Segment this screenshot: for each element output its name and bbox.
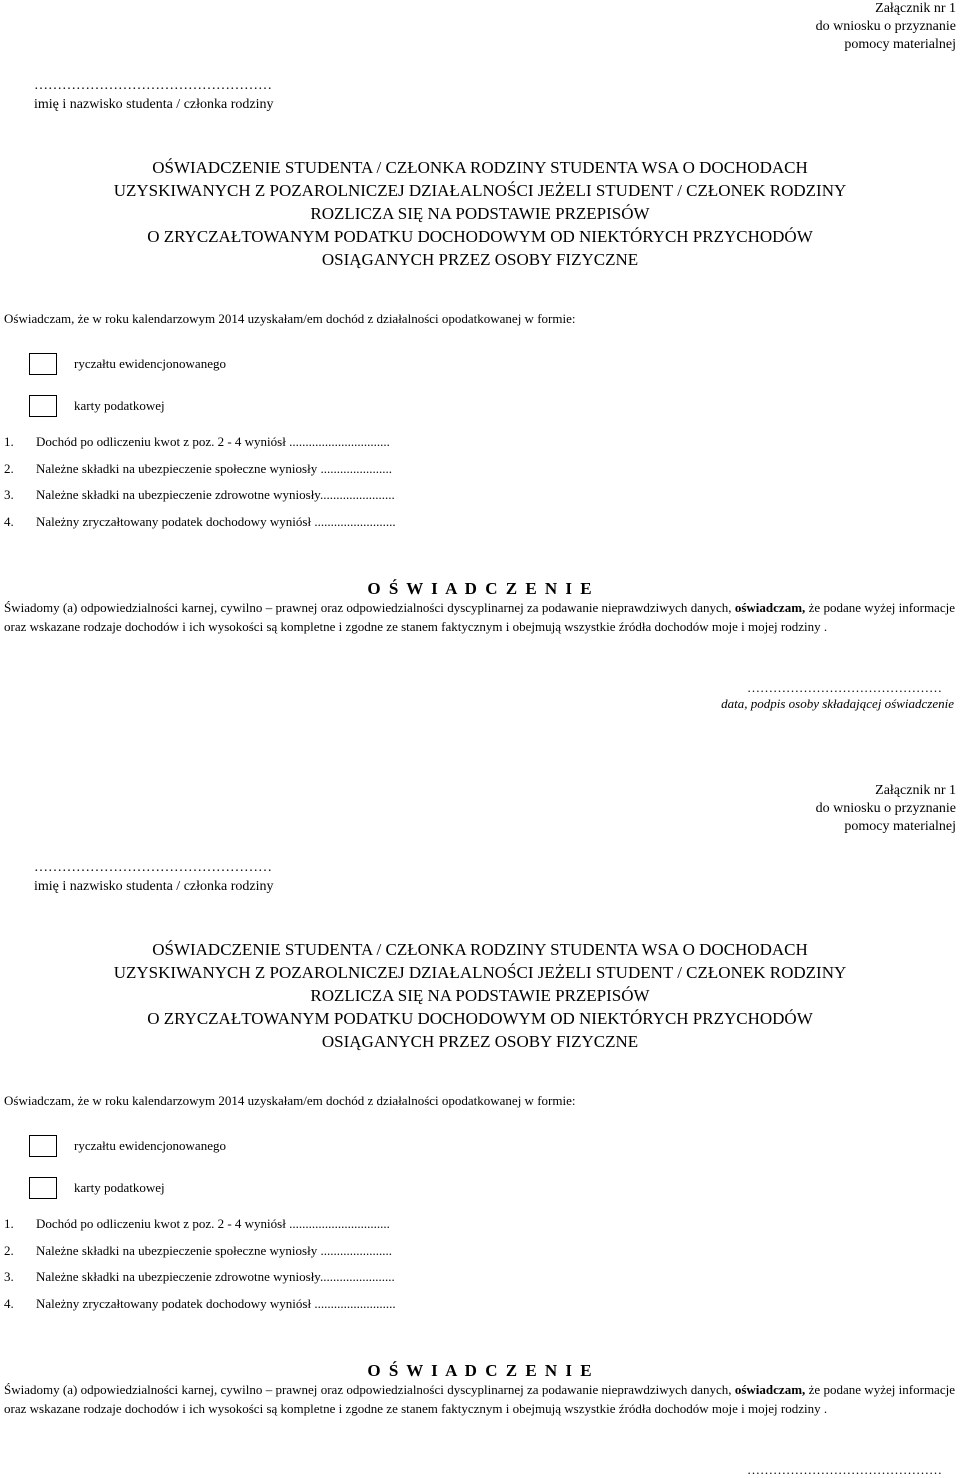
declaration-heading: O Ś W I A D C Z E N I E (367, 579, 593, 598)
item-text: Należny zryczałtowany podatek dochodowy wyniósł ......................... (36, 513, 396, 529)
name-field-label: imię i nazwisko studenta / członka rodziny (34, 97, 274, 112)
title-line: OŚWIADCZENIE STUDENTA / CZŁONKA RODZINY STUDENTA WSA O DOCHODACH (152, 158, 808, 177)
income-items-list (4, 1216, 396, 1322)
signature-line[interactable]: ……………………………………… (747, 1462, 942, 1477)
title-line: UZYSKIWANYCH Z POZAROLNICZEJ DZIAŁALNOŚCI JEŻELI STUDENT / CZŁONEK RODZINY (113, 181, 847, 200)
item-text: Należne składki na ubezpieczenie zdrowotne wyniosły....................... (36, 1269, 395, 1284)
item-number: 3. (4, 487, 14, 502)
list-item[interactable] (4, 1269, 396, 1296)
attachment-line-2: do wniosku o przyznanie (815, 801, 956, 816)
item-text: Należne składki na ubezpieczenie społeczne wyniosły ...................... (36, 460, 392, 476)
list-item[interactable] (4, 487, 396, 514)
name-field-label: imię i nazwisko studenta / członka rodziny (34, 879, 274, 894)
checkbox[interactable] (29, 1177, 57, 1199)
attachment-note (816, 782, 956, 836)
declaration-text: Świadomy (a) odpowiedzialności karnej, cywilno – prawnej oraz odpowiedzialności dyscyplinarnej za podawanie nieprawdziwych danych, (4, 1382, 735, 1397)
item-number: 3. (4, 1269, 14, 1284)
option-label: ryczałtu ewidencjonowanego (74, 356, 226, 371)
item-number: 2. (4, 460, 14, 476)
declaration-text: że podane wyżej informacje oraz wskazane rodzaje dochodów i ich wysokości są kompletne i zgodne ze stanem faktycznym i obejmują wszystkie źródła dochodów moje i mojej rodziny . (4, 600, 955, 634)
checkbox[interactable] (29, 353, 57, 375)
checkbox[interactable] (29, 395, 57, 417)
attachment-line-3: pomocy materialnej (844, 37, 956, 52)
list-item[interactable] (4, 434, 396, 461)
declaration-emphasis: oświadczam, (734, 600, 806, 615)
declaration-body (4, 1381, 955, 1418)
attachment-line-1: Załącznik nr 1 (875, 783, 956, 798)
title-line: UZYSKIWANYCH Z POZAROLNICZEJ DZIAŁALNOŚCI JEŻELI STUDENT / CZŁONEK RODZINY (113, 963, 847, 982)
item-number: 4. (4, 513, 14, 529)
item-text: Należne składki na ubezpieczenie zdrowotne wyniosły....................... (36, 487, 395, 502)
item-number: 4. (4, 1295, 14, 1311)
declaration-emphasis: oświadczam, (734, 1382, 806, 1397)
attachment-line-3: pomocy materialnej (844, 819, 956, 834)
checkbox[interactable] (29, 1135, 57, 1157)
intro-statement: Oświadczam, że w roku kalendarzowym 2014 uzyskałam/em dochód z działalności opodatkowanej w formie: (4, 311, 576, 326)
title-line: O ZRYCZAŁTOWANYM PODATKU DOCHODOWYM OD NIEKTÓRYCH PRZYCHODÓW (147, 227, 813, 246)
title-line: OSIĄGANYCH PRZEZ OSOBY FIZYCZNE (321, 1032, 639, 1051)
item-text: Należne składki na ubezpieczenie społeczne wyniosły ...................... (36, 1242, 392, 1258)
list-item[interactable] (4, 514, 396, 541)
title-line: OŚWIADCZENIE STUDENTA / CZŁONKA RODZINY STUDENTA WSA O DOCHODACH (152, 940, 808, 959)
list-item[interactable] (4, 1296, 396, 1323)
option-label: karty podatkowej (74, 1180, 165, 1195)
name-input-line[interactable]: …………………………………………… (34, 78, 272, 93)
document-title (0, 156, 960, 271)
list-item[interactable] (4, 461, 396, 488)
title-line: OSIĄGANYCH PRZEZ OSOBY FIZYCZNE (321, 250, 639, 269)
item-text: Dochód po odliczeniu kwot z poz. 2 - 4 wyniósł ............................... (36, 434, 390, 449)
list-item[interactable] (4, 1216, 396, 1243)
signature-label: data, podpis osoby składającej oświadczenie (721, 696, 954, 711)
list-item[interactable] (4, 1243, 396, 1270)
item-text: Należny zryczałtowany podatek dochodowy wyniósł ......................... (36, 1295, 396, 1311)
name-input-line[interactable]: …………………………………………… (34, 860, 272, 875)
income-items-list (4, 434, 396, 540)
declaration-body (4, 599, 955, 636)
attachment-line-1: Załącznik nr 1 (875, 1, 956, 16)
item-number: 1. (4, 1216, 14, 1231)
document-title (0, 938, 960, 1053)
option-label: karty podatkowej (74, 398, 165, 413)
title-line: ROZLICZA SIĘ NA PODSTAWIE PRZEPISÓW (310, 204, 650, 223)
intro-statement: Oświadczam, że w roku kalendarzowym 2014 uzyskałam/em dochód z działalności opodatkowanej w formie: (4, 1093, 576, 1108)
attachment-line-2: do wniosku o przyznanie (815, 19, 956, 34)
signature-line[interactable]: ……………………………………… (747, 680, 942, 695)
declaration-heading: O Ś W I A D C Z E N I E (367, 1361, 593, 1380)
item-number: 2. (4, 1242, 14, 1258)
declaration-text: Świadomy (a) odpowiedzialności karnej, cywilno – prawnej oraz odpowiedzialności dyscyplinarnej za podawanie nieprawdziwych danych, (4, 600, 735, 615)
title-line: ROZLICZA SIĘ NA PODSTAWIE PRZEPISÓW (310, 986, 650, 1005)
attachment-note (816, 0, 956, 54)
title-line: O ZRYCZAŁTOWANYM PODATKU DOCHODOWYM OD NIEKTÓRYCH PRZYCHODÓW (147, 1009, 813, 1028)
declaration-text: że podane wyżej informacje oraz wskazane rodzaje dochodów i ich wysokości są kompletne i zgodne ze stanem faktycznym i obejmują wszystkie źródła dochodów moje i mojej rodziny . (4, 1382, 955, 1416)
item-number: 1. (4, 434, 14, 449)
option-label: ryczałtu ewidencjonowanego (74, 1138, 226, 1153)
item-text: Dochód po odliczeniu kwot z poz. 2 - 4 wyniósł ............................... (36, 1216, 390, 1231)
